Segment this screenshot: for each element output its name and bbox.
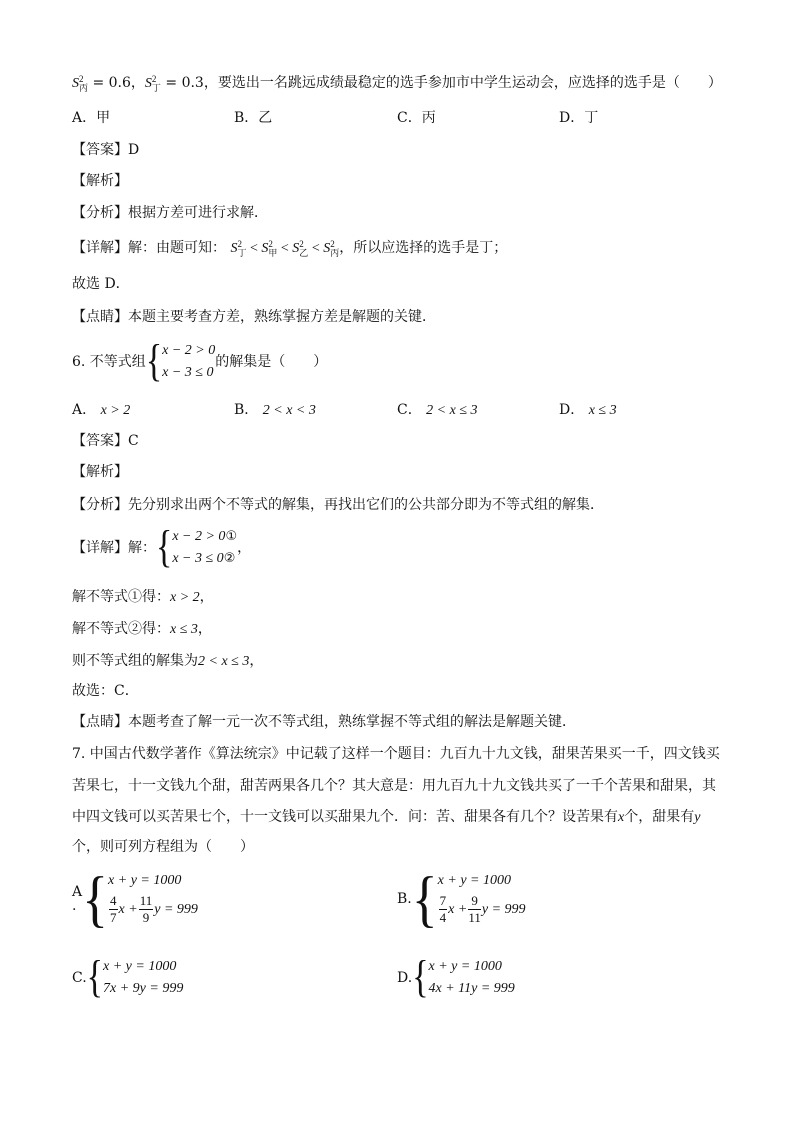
eq-2: $\frac{7}{4}$ x + $\frac{9}{11}$ y = 999 bbox=[439, 893, 526, 926]
dianjing-text: 本题主要考查方差，熟练掌握方差是解题的关键． bbox=[128, 309, 436, 325]
q5-answer bbox=[72, 139, 139, 161]
q6-step-1: 解不等式①得：x > 2， bbox=[72, 589, 214, 605]
eq-2: $\frac{4}{7}$ x + $\frac{11}{9}$ y = 999 bbox=[110, 893, 198, 926]
eq-2: 7x + 9y = 999 bbox=[103, 981, 184, 996]
q6-option-a: A． x > 2 bbox=[72, 402, 131, 418]
fenxi-tag: 【分析】 bbox=[72, 497, 128, 513]
fenxi-text: 根据方差可进行求解． bbox=[128, 205, 268, 221]
eq-1: x + y = 1000 bbox=[437, 873, 511, 888]
answer-tag: 【答案】 bbox=[72, 433, 128, 449]
eq-1: x + y = 1000 bbox=[103, 959, 177, 974]
fenxi-tag: 【分析】 bbox=[72, 205, 128, 221]
q5-option-a: A．甲 bbox=[72, 110, 111, 126]
xiangjie-post: ，所以应选择的选手是丁； bbox=[339, 240, 508, 256]
q5-xiangjie bbox=[72, 237, 507, 260]
answer-value: C bbox=[128, 433, 139, 449]
q6-option-b: B． 2 < x < 3 bbox=[234, 402, 316, 418]
xiangjie-tag: 【详解】 bbox=[72, 240, 128, 256]
q6-fenxi bbox=[72, 494, 604, 516]
q6-option-c: C． 2 < x ≤ 3 bbox=[397, 402, 478, 418]
q6-xiangjie: 【详解】解：{ x − 2 > 0① x − 3 ≤ 0② ， bbox=[72, 522, 252, 573]
fenxi-text: 先分别求出两个不等式的解集，再找出它们的公共部分即为不等式组的解集． bbox=[128, 497, 604, 513]
q6-jiexi: 【解析】 bbox=[72, 464, 128, 480]
sys-row-2: x − 3 ≤ 0② bbox=[172, 551, 236, 566]
q7-line-4: 个，则可列方程组为（ ） bbox=[72, 839, 254, 855]
q5-option-c: C．丙 bbox=[397, 110, 436, 126]
q6-answer bbox=[72, 430, 139, 452]
eq-1: x + y = 1000 bbox=[428, 959, 502, 974]
dianjing-tag: 【点睛】 bbox=[72, 714, 128, 730]
q6-stem-tail: 的解集是（ ） bbox=[215, 354, 328, 370]
q6-dianjing bbox=[72, 711, 576, 733]
q5-guxuan: 故选 D． bbox=[72, 276, 130, 292]
xiangjie-pre: 解： bbox=[128, 540, 156, 556]
answer-tag: 【答案】 bbox=[72, 142, 128, 158]
q5-option-d: D．丁 bbox=[559, 110, 599, 126]
q5-stem: S 2 丙 = 0.6，S 2 丁 = 0.3，要选出一名跳远成绩最稳定的选手参加市中学生运动会，应选择的选手是（ ） bbox=[72, 74, 722, 93]
q7-option-d: D.{ x + y = 1000 4x + 11y = 999 bbox=[397, 952, 515, 1003]
eq-2: 4x + 11y = 999 bbox=[428, 981, 515, 996]
q5-option-b: B．乙 bbox=[234, 110, 273, 126]
q6-step-2: 解不等式②得：x ≤ 3， bbox=[72, 621, 212, 637]
answer-value: D bbox=[128, 142, 140, 158]
q5-fenxi bbox=[72, 202, 268, 224]
eq-1: x + y = 1000 bbox=[108, 873, 182, 888]
q5-stem-text: ，要选出一名跳远成绩最稳定的选手参加市中学生运动会，应选择的选手是（ ） bbox=[203, 75, 722, 91]
q6-ineq-1: x − 2 > 0 bbox=[162, 343, 216, 358]
q6-ineq-2: x − 3 ≤ 0 bbox=[162, 365, 214, 380]
q6-guxuan: 故选：C． bbox=[72, 683, 139, 699]
q6-stem: 6. 不等式组{ x − 2 > 0 x − 3 ≤ 0 的解集是（ ） bbox=[72, 336, 328, 387]
dianjing-tag: 【点睛】 bbox=[72, 309, 128, 325]
q6-number: 6. 不等式组 bbox=[72, 354, 146, 370]
variance-inequality: S 2 丁 < S 2 甲 < S 2 乙 < S 2 丙 bbox=[230, 239, 340, 258]
xiangjie-tag: 【详解】 bbox=[72, 540, 128, 556]
variance-ding: S 2 丁 bbox=[144, 74, 161, 93]
q6-option-d: D． x ≤ 3 bbox=[559, 402, 617, 418]
q7-line-3: 中四文钱可以买苦果七个，十一文钱可以买甜果九个．问：苦、甜果各有几个？设苦果有x个，甜果有y bbox=[72, 809, 701, 825]
variance-bing: S 2 丙 bbox=[72, 74, 89, 93]
q6-step-3: 则不等式组的解集为2 < x ≤ 3， bbox=[72, 653, 264, 669]
q7-line-1: 7. 中国古代数学著作《算法统宗》中记载了这样一个题目：九百九十九文钱，甜果苦果买一千，四文钱买 bbox=[72, 746, 720, 762]
xiangjie-pre: 解：由题可知： bbox=[128, 240, 226, 256]
q7-option-c: C.{ x + y = 1000 7x + 9y = 999 bbox=[72, 952, 184, 1003]
q5-jiexi: 【解析】 bbox=[72, 173, 128, 189]
q5-dianjing bbox=[72, 306, 436, 328]
q7-option-a: A . { x + y = 1000 $\frac{4}{7}$ x + $\frac{11}{9}$ y = 999 bbox=[72, 864, 198, 934]
dianjing-text: 本题考查了解一元一次不等式组，熟练掌握不等式组的解法是解题关键． bbox=[128, 714, 576, 730]
q7-line-2: 苦果七，十一文钱九个甜，甜苦两果各几个？其大意是：用九百九十九文钱共买了一千个苦果和甜果，其 bbox=[72, 778, 716, 794]
q7-option-b: B.{ x + y = 1000 $\frac{7}{4}$ x + $\frac{9}{11}$ y = 999 bbox=[397, 864, 526, 934]
sys-row-1: x − 2 > 0① bbox=[172, 529, 238, 544]
